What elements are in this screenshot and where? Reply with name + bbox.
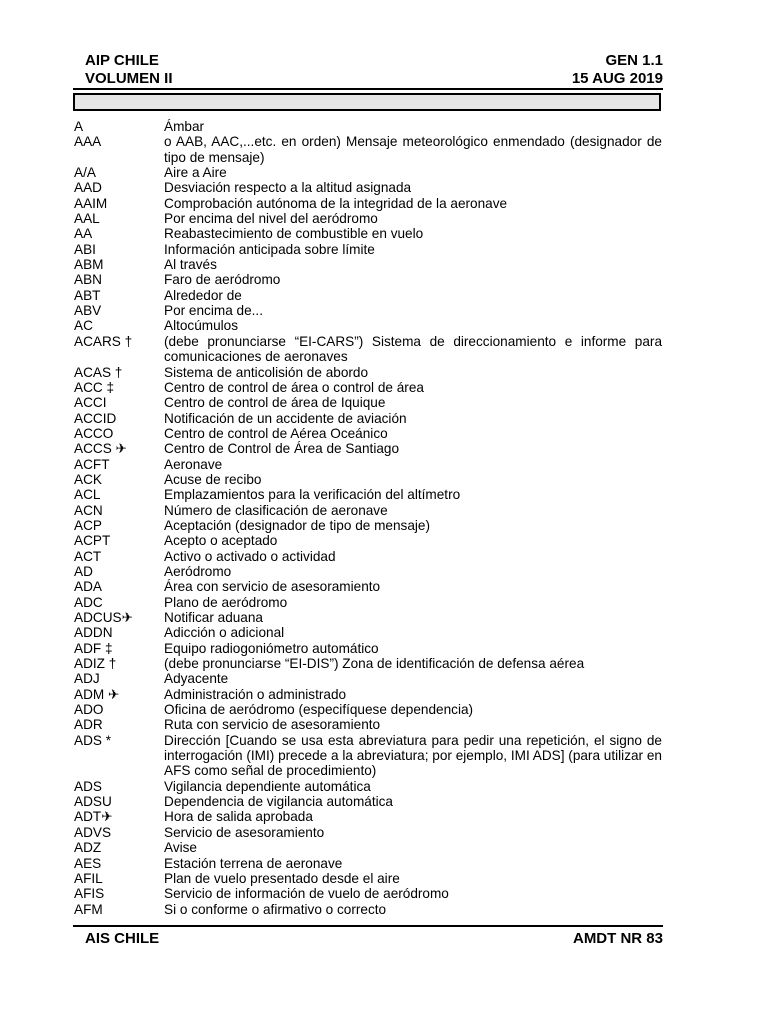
list-item: [74, 334, 662, 365]
abbreviation: ABV: [74, 303, 102, 319]
abbreviation-meaning: Hora de salida aprobada: [164, 809, 313, 825]
abbreviation-meaning: Faro de aeródromo: [164, 272, 281, 288]
abbreviation: ACT: [74, 548, 102, 564]
abbreviation-meaning: Servicio de información de vuelo de aeródromo: [164, 886, 449, 902]
abbreviation: AAA: [74, 134, 102, 150]
list-item: [74, 856, 662, 871]
list-item: [74, 487, 662, 502]
abbreviation: ADO: [74, 702, 104, 718]
footer-amendment: AMDT NR 83: [572, 930, 663, 947]
abbreviation-meaning: Aeródromo: [164, 563, 232, 579]
abbreviation-meaning: Dirección [Cuando se usa esta abreviatura para pedir una repetición, el signo de interrogación (IMI) precede a la abreviatura; por ejemplo, IMI ADS] (para utilizar en AFS como señal de procedimiento): [164, 732, 662, 779]
abbreviation: ADDN: [74, 625, 113, 641]
abbreviation-meaning: Altocúmulos: [164, 318, 239, 334]
abbreviation-meaning: Acepto o aceptado: [164, 533, 278, 549]
abbreviation-meaning: Información anticipada sobre límite: [164, 241, 375, 257]
abbreviation: ACAS †: [74, 364, 123, 380]
abbreviation: ADC: [74, 594, 103, 610]
abbreviation: ABN: [74, 272, 102, 288]
abbreviation-meaning: Acuse de recibo: [164, 471, 262, 487]
list-item: [74, 717, 662, 732]
abbreviation: ABT: [74, 287, 101, 303]
list-item: [74, 395, 662, 410]
abbreviation-meaning: Ámbar: [164, 119, 205, 134]
list-item: [74, 641, 662, 656]
list-item: [74, 702, 662, 717]
abbreviation: ABM: [74, 257, 104, 273]
abbreviation: ACCID: [74, 410, 117, 426]
abbreviation: ADJ: [74, 671, 100, 687]
list-item: [74, 656, 662, 671]
abbreviation: ACL: [74, 487, 101, 503]
list-item: [74, 825, 662, 840]
abbreviation-meaning: Sistema de anticolisión de abordo: [164, 364, 369, 380]
list-item: [74, 119, 662, 134]
list-item: [74, 518, 662, 533]
abbreviation-meaning: Si o conforme o afirmativo o correcto: [164, 901, 387, 917]
list-item: [74, 809, 662, 824]
list-item: [74, 564, 662, 579]
abbreviation-meaning: Centro de control de Aérea Oceánico: [164, 425, 388, 441]
abbreviation: ADS *: [74, 732, 112, 748]
abbreviation: ADIZ †: [74, 656, 117, 672]
abbreviation-meaning: o AAB, AAC,...etc. en orden) Mensaje meteorológico enmendado (designador de tipo de mensaje): [164, 134, 662, 165]
abbreviation: ACCO: [74, 425, 114, 441]
header-publication: AIP CHILE: [85, 52, 159, 69]
abbreviation-meaning: Centro de Control de Área de Santiago: [164, 441, 400, 457]
abbreviation-meaning: Adicción o adicional: [164, 625, 285, 641]
list-item: [74, 272, 662, 287]
abbreviation: ADZ: [74, 840, 102, 856]
list-item: [74, 411, 662, 426]
abbreviation-meaning: Vigilancia dependiente automática: [164, 778, 371, 794]
abbreviation: AAL: [74, 211, 100, 227]
abbreviation: ACC ‡: [74, 379, 115, 395]
abbreviation: AFIL: [74, 870, 103, 886]
abbreviation-meaning: Activo o activado o actividad: [164, 548, 336, 564]
abbreviation-meaning: Notificación de un accidente de aviación: [164, 410, 407, 426]
list-item: [74, 840, 662, 855]
abbreviation-meaning: Servicio de asesoramiento: [164, 824, 325, 840]
abbreviation-meaning: Desviación respecto a la altitud asignada: [164, 180, 412, 196]
abbreviation-meaning: Notificar aduana: [164, 610, 263, 625]
abbreviation: ACP: [74, 517, 102, 533]
abbreviation: AC: [74, 318, 93, 334]
abbreviation: ADCUS✈: [74, 610, 133, 625]
abbreviation: AA: [74, 226, 93, 242]
abbreviation: ACCI: [74, 395, 107, 411]
abbreviation-meaning: Centro de control de área de Iquique: [164, 395, 386, 411]
footer-rule: [73, 925, 663, 927]
abbreviation-meaning: (debe pronunciarse “EI-DIS”) Zona de identificación de defensa aérea: [164, 656, 585, 672]
abbreviation: AFM: [74, 901, 103, 917]
abbreviation: A: [74, 119, 84, 134]
abbreviation-meaning: Adyacente: [164, 671, 229, 687]
abbreviation-meaning: Aceptación (designador de tipo de mensaje): [164, 517, 431, 533]
abbreviation-meaning: Estación terrena de aeronave: [164, 855, 343, 871]
abbreviation-meaning: Comprobación autónoma de la integridad de la aeronave: [164, 195, 508, 211]
abbreviation: ACARS †: [74, 333, 133, 349]
list-item: [74, 779, 662, 794]
abbreviation-meaning: Administración o administrado: [164, 686, 347, 702]
list-item: [74, 533, 662, 548]
abbreviation-meaning: (debe pronunciarse “EI-CARS”) Sistema de direccionamiento e informe para comunicaciones de aeronaves: [164, 333, 662, 365]
list-item: [74, 196, 662, 211]
abbreviation: ACFT: [74, 456, 110, 472]
abbreviation-meaning: Centro de control de área o control de área: [164, 379, 424, 395]
list-item: [74, 365, 662, 380]
list-item: [74, 886, 662, 901]
abbreviation-meaning: Equipo radiogoniómetro automático: [164, 640, 379, 656]
abbreviation-meaning: Avise: [164, 840, 197, 856]
abbreviation-meaning: Aeronave: [164, 456, 223, 472]
list-item: [74, 902, 662, 917]
abbreviation: ADA: [74, 579, 102, 595]
list-item: [74, 871, 662, 886]
abbreviation: ACK: [74, 471, 102, 487]
abbreviation: ACCS ✈: [74, 441, 127, 457]
abbreviation: AFIS: [74, 886, 105, 902]
header-rule: [73, 88, 663, 90]
list-item: [74, 180, 662, 195]
abbreviation: ACPT: [74, 533, 111, 549]
abbreviation: ACN: [74, 502, 103, 518]
abbreviation-meaning: Oficina de aeródromo (especifíquese dependencia): [164, 702, 474, 718]
list-item: [74, 303, 662, 318]
section-bar: [73, 93, 661, 111]
list-item: [74, 211, 662, 226]
abbreviation-meaning: Ruta con servicio de asesoramiento: [164, 717, 381, 733]
list-item: [74, 503, 662, 518]
list-item: [74, 242, 662, 257]
list-item: [74, 733, 662, 779]
abbreviation: AAD: [74, 180, 102, 196]
abbreviation-meaning: Emplazamientos para la verificación del altímetro: [164, 487, 461, 503]
abbreviation: AAIM: [74, 195, 108, 211]
list-item: [74, 579, 662, 594]
list-item: [74, 687, 662, 702]
abbreviation-meaning: Al través: [164, 257, 217, 273]
abbreviation-meaning: Dependencia de vigilancia automática: [164, 794, 393, 810]
list-item: [74, 457, 662, 472]
abbreviation: ADM ✈: [74, 686, 120, 702]
page-footer: [85, 930, 663, 947]
footer-source: AIS CHILE: [85, 930, 160, 947]
list-item: [74, 671, 662, 686]
abbreviation-meaning: Alrededor de: [164, 287, 242, 303]
list-item: [74, 625, 662, 640]
abbreviation: ADT✈: [74, 809, 113, 825]
list-item: [74, 226, 662, 241]
list-item: [74, 441, 662, 456]
page-header: [85, 52, 663, 88]
list-item: [74, 794, 662, 809]
abbreviation-meaning: Aire a Aire: [164, 165, 227, 181]
abbreviation-meaning: Número de clasificación de aeronave: [164, 502, 388, 518]
abbreviation: ADR: [74, 717, 103, 733]
list-item: [74, 426, 662, 441]
abbreviation-meaning: Por encima del nivel del aeródromo: [164, 211, 378, 227]
abbreviation: ADS: [74, 778, 102, 794]
list-item: [74, 549, 662, 564]
abbreviation: A/A: [74, 165, 96, 181]
list-item: [74, 165, 662, 180]
abbreviation-meaning: Plan de vuelo presentado desde el aire: [164, 870, 400, 886]
abbreviation-meaning: Por encima de...: [164, 303, 263, 319]
header-volume: VOLUMEN II: [85, 70, 173, 87]
abbreviation: AD: [74, 563, 93, 579]
list-item: [74, 257, 662, 272]
header-section: GEN 1.1: [605, 52, 663, 69]
list-item: [74, 595, 662, 610]
abbreviation-list: [74, 119, 662, 917]
list-item: [74, 288, 662, 303]
abbreviation-meaning: Plano de aeródromo: [164, 594, 288, 610]
list-item: [74, 134, 662, 165]
abbreviation: AES: [74, 855, 102, 871]
abbreviation: ABI: [74, 241, 96, 257]
header-date: 15 AUG 2019: [571, 70, 663, 87]
abbreviation: ADSU: [74, 794, 112, 810]
abbreviation-meaning: Área con servicio de asesoramiento: [164, 579, 381, 595]
list-item: [74, 380, 662, 395]
abbreviation: ADVS: [74, 824, 112, 840]
list-item: [74, 318, 662, 333]
list-item: [74, 610, 662, 625]
list-item: [74, 472, 662, 487]
abbreviation: ADF ‡: [74, 640, 113, 656]
abbreviation-meaning: Reabastecimiento de combustible en vuelo: [164, 226, 424, 242]
